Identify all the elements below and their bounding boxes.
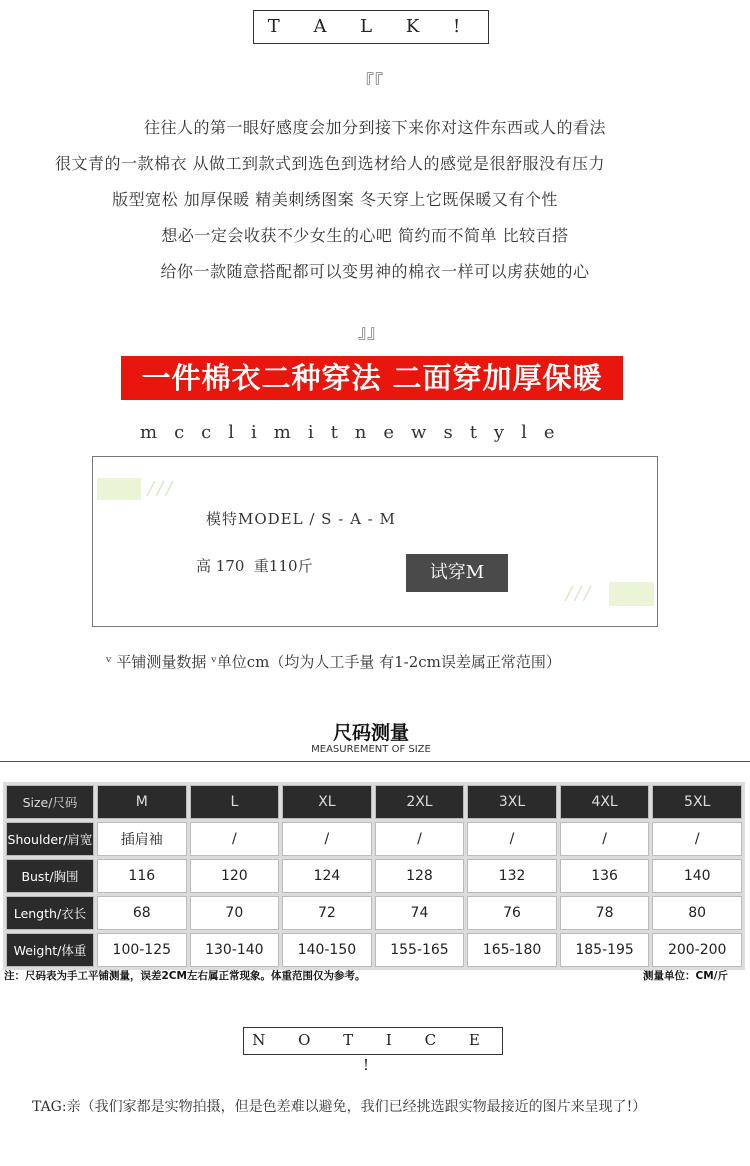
talk-title: T A L K ! xyxy=(253,10,489,44)
table-cell: 74 xyxy=(375,896,465,930)
table-cell: / xyxy=(652,822,742,856)
decor-block-left xyxy=(97,478,141,500)
table-cell: 116 xyxy=(97,859,187,893)
size-table xyxy=(3,782,745,970)
table-cell: 68 xyxy=(97,896,187,930)
decor-block-right xyxy=(609,582,654,606)
table-cell: 72 xyxy=(282,896,372,930)
intro-line-5: 给你一款随意搭配都可以变男神的棉衣一样可以虏获她的心 xyxy=(160,262,590,281)
size-row-length xyxy=(6,896,742,930)
notice-title: N O T I C E ! xyxy=(243,1027,503,1055)
table-cell: 120 xyxy=(190,859,280,893)
table-cell: 124 xyxy=(282,859,372,893)
table-cell: 140-150 xyxy=(282,933,372,967)
size-header-cell: L xyxy=(190,785,280,819)
table-cell: 185-195 xyxy=(560,933,650,967)
row-label: Weight/体重 xyxy=(6,933,94,967)
size-header-row xyxy=(6,785,742,819)
table-cell: 165-180 xyxy=(467,933,557,967)
table-cell: 132 xyxy=(467,859,557,893)
size-header-cell: 2XL xyxy=(375,785,465,819)
decor-slashes-left: /// xyxy=(148,478,176,499)
try-on-size-label: 试穿M xyxy=(406,554,508,592)
intro-line-1: 往往人的第一眼好感度会加分到接下来你对这件东西或人的看法 xyxy=(143,118,606,137)
size-subtitle: MEASUREMENT OF SIZE xyxy=(311,744,431,755)
size-header-cell: Size/尺码 xyxy=(6,785,94,819)
table-cell: / xyxy=(190,822,280,856)
size-note-right: 测量单位：CM/斤 xyxy=(643,970,728,982)
model-line: 模特MODEL / S - A - M xyxy=(206,510,396,528)
table-cell: 128 xyxy=(375,859,465,893)
row-label: Bust/胸围 xyxy=(6,859,94,893)
table-cell: 136 xyxy=(560,859,650,893)
table-cell: / xyxy=(467,822,557,856)
table-cell: / xyxy=(282,822,372,856)
table-cell: 140 xyxy=(652,859,742,893)
table-cell: 100-125 xyxy=(97,933,187,967)
tag-line: TAG:亲（我们家都是实物拍摄，但是色差难以避免，我们已经挑选跟实物最接近的图片来呈现了!） xyxy=(32,1099,647,1115)
table-cell: / xyxy=(560,822,650,856)
table-cell: 76 xyxy=(467,896,557,930)
row-label: Shoulder/肩宽 xyxy=(6,822,94,856)
size-divider xyxy=(0,761,750,762)
size-title: 尺码测量 xyxy=(332,722,409,744)
size-header-cell: XL xyxy=(282,785,372,819)
size-table-wrap xyxy=(3,782,745,970)
size-row-weight xyxy=(6,933,742,967)
size-header-cell: 3XL xyxy=(467,785,557,819)
table-cell: 插肩袖 xyxy=(97,822,187,856)
row-label: Length/衣长 xyxy=(6,896,94,930)
size-header-cell: 4XL xyxy=(560,785,650,819)
decor-slashes-right: /// xyxy=(566,583,594,604)
brand-text: mcclimitnewstyle xyxy=(140,422,572,443)
table-cell: 200-200 xyxy=(652,933,742,967)
promo-banner: 一件棉衣二种穿法 二面穿加厚保暖 xyxy=(121,356,623,400)
table-cell: 70 xyxy=(190,896,280,930)
table-cell: 155-165 xyxy=(375,933,465,967)
table-cell: 78 xyxy=(560,896,650,930)
size-header-cell: 5XL xyxy=(652,785,742,819)
size-note-left: 注：尺码表为手工平铺测量，误差2CM左右属正常现象。体重范围仅为参考。 xyxy=(4,970,366,982)
size-header-cell: M xyxy=(97,785,187,819)
size-row-bust xyxy=(6,859,742,893)
table-cell: 80 xyxy=(652,896,742,930)
quote-open: 『『 xyxy=(356,72,383,93)
intro-line-4: 想必一定会收获不少女生的心吧 简约而不简单 比较百搭 xyxy=(161,226,569,245)
table-cell: / xyxy=(375,822,465,856)
intro-line-3: 版型宽松 加厚保暖 精美刺绣图案 冬天穿上它既保暖又有个性 xyxy=(112,190,558,209)
measure-note: ᵛ 平铺测量数据 ᵛ单位cm（均为人工手量 有1-2cm误差属正常范围） xyxy=(106,653,561,671)
table-cell: 130-140 xyxy=(190,933,280,967)
size-row-shoulder xyxy=(6,822,742,856)
quote-close: 』』 xyxy=(358,322,385,343)
height-weight: 高 170 重110斤 xyxy=(196,557,313,575)
intro-line-2: 很文青的一款棉衣 从做工到款式到选色到选材给人的感觉是很舒服没有压力 xyxy=(54,154,606,173)
